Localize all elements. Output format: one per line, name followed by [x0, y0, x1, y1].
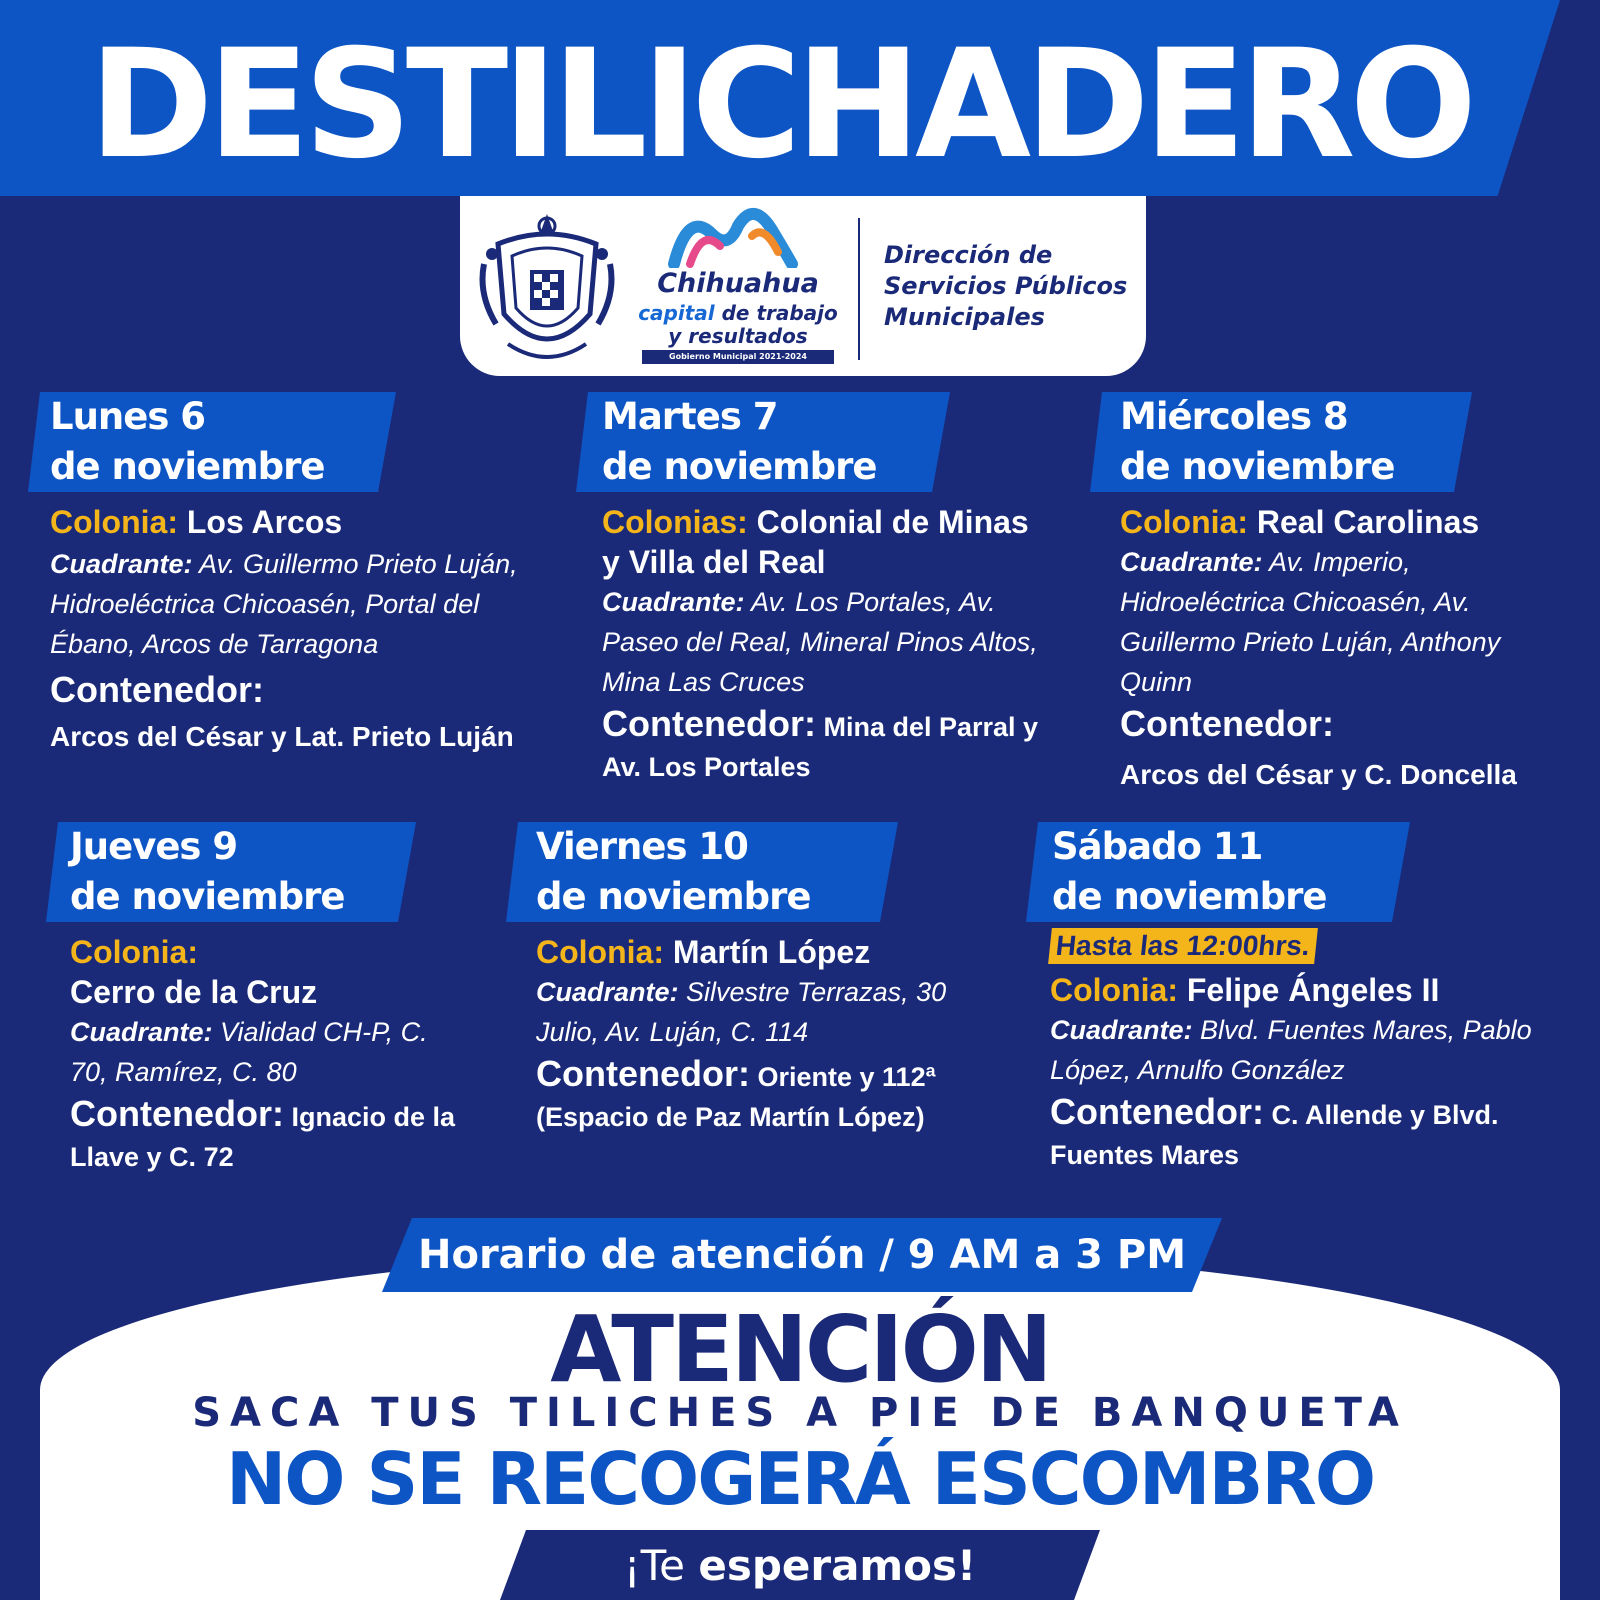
- day-block-miercoles: [1120, 502, 1570, 795]
- colonia-value: Real Carolinas: [1247, 504, 1480, 540]
- logo-divider: [858, 218, 860, 360]
- chihuahua-slogan: [628, 302, 848, 348]
- cuadrante-value: Av. Guillermo Prieto Luján, Hidroeléctrica Chicoasén, Portal del Ébano, Arcos de Tarragona: [50, 549, 518, 659]
- page-title: DESTILICHADERO: [88, 18, 1472, 192]
- cuadrante-value: Av. Imperio, Hidroeléctrica Chicoasén, Av. Guillermo Prieto Luján, Anthony Quinn: [1120, 547, 1501, 697]
- logo-card: [460, 196, 1146, 376]
- cuadrante-value: Silvestre Terrazas, 30 Julio, Av. Luján, C. 114: [536, 977, 947, 1047]
- day-month: de noviembre: [1052, 875, 1327, 918]
- cuadrante-line: [1120, 542, 1570, 702]
- day-block-sabado: [1050, 928, 1550, 1175]
- saca-text: SACA TUS TILICHES A PIE DE BANQUETA: [192, 1390, 1408, 1436]
- day-name: Jueves 9: [70, 825, 238, 868]
- cuadrante-value: Vialidad CH-P, C. 70, Ramírez, C. 80: [70, 1017, 428, 1087]
- cuadrante-label: Cuadrante:: [602, 587, 745, 617]
- contenedor-value: Mina del Parral y Av. Los Portales: [602, 712, 1039, 782]
- day-block-viernes: [536, 932, 996, 1137]
- contenedor-label: Contenedor:: [1120, 703, 1334, 744]
- contenedor-label: Contenedor:: [536, 1053, 750, 1094]
- day-name: Martes 7: [602, 395, 778, 438]
- day-title-sabado: [1052, 822, 1327, 922]
- day-name: Miércoles 8: [1120, 395, 1348, 438]
- colonia-label: Colonia:: [536, 934, 664, 970]
- day-name: Lunes 6: [50, 395, 206, 438]
- day-block-lunes: [50, 502, 560, 757]
- slogan-capital: capital: [638, 301, 715, 325]
- chihuahua-logo: [628, 206, 848, 366]
- colonia-line: [1050, 970, 1550, 1010]
- day-title-martes: [602, 392, 877, 492]
- colonia-value: Felipe Ángeles II: [1177, 972, 1440, 1008]
- day-block-martes: [602, 502, 1052, 787]
- espera-prefix: ¡Te: [623, 1541, 699, 1590]
- contenedor-line: [602, 704, 1052, 787]
- cuadrante-label: Cuadrante:: [1120, 547, 1263, 577]
- colonia-label: Colonia:: [70, 934, 198, 970]
- contenedor-label: Contenedor:: [70, 1093, 284, 1134]
- espera-bold: esperamos!: [698, 1541, 977, 1590]
- cuadrante-line: [50, 544, 560, 664]
- contenedor-line: [536, 1054, 996, 1137]
- contenedor-label: Contenedor:: [602, 703, 816, 744]
- colonia-value: Los Arcos: [177, 504, 343, 540]
- colonia-line: [1120, 502, 1570, 542]
- day-title-lunes: [50, 392, 325, 492]
- day-month: de noviembre: [536, 875, 811, 918]
- day-name: Viernes 10: [536, 825, 748, 868]
- contenedor-label: Contenedor:: [1050, 1091, 1264, 1132]
- colonia-label: Colonias:: [602, 504, 748, 540]
- contenedor-value: Arcos del César y Lat. Prieto Luján: [50, 721, 514, 752]
- day-name: Sábado 11: [1052, 825, 1263, 868]
- day-title-jueves: [70, 822, 345, 922]
- contenedor-line: [1050, 1092, 1550, 1175]
- colonia-line: [602, 502, 1052, 582]
- colonia-value: Martín López: [663, 934, 871, 970]
- colonia-line: [536, 932, 996, 972]
- no-escombro-text: NO SE RECOGERÁ ESCOMBRO: [225, 1437, 1375, 1521]
- colonia-label: Colonia:: [50, 504, 178, 540]
- contenedor-line: [70, 1094, 460, 1177]
- day-month: de noviembre: [50, 445, 325, 488]
- hours-note-badge: Hasta las 12:00hrs.: [1048, 928, 1318, 964]
- day-month: de noviembre: [1120, 445, 1395, 488]
- horario-text: Horario de atención / 9 AM a 3 PM: [417, 1232, 1186, 1278]
- colonia-value: Colonial de Minas y Villa del Real: [602, 504, 1029, 580]
- cuadrante-line: [70, 1012, 460, 1092]
- chihuahua-mountain-logo-icon: [668, 206, 798, 268]
- colonia-value: Cerro de la Cruz: [70, 974, 318, 1010]
- contenedor-line: [50, 670, 560, 713]
- contenedor-value: C. Allende y Blvd. Fuentes Mares: [1050, 1100, 1499, 1170]
- espera-text: [500, 1538, 1100, 1594]
- chihuahua-name: Chihuahua: [657, 268, 819, 299]
- colonia-label: Colonia:: [1120, 504, 1248, 540]
- cuadrante-line: [536, 972, 996, 1052]
- gov-period: Gobierno Municipal 2021-2024: [642, 350, 834, 364]
- cuadrante-label: Cuadrante:: [536, 977, 679, 1007]
- contenedor-value: Ignacio de la Llave y C. 72: [70, 1102, 456, 1172]
- slogan-part1: de trabajo: [714, 301, 838, 325]
- day-month: de noviembre: [602, 445, 877, 488]
- day-block-jueves: [70, 932, 460, 1177]
- department-name: [884, 240, 1134, 333]
- department-line: Servicios Públicos: [884, 272, 1128, 300]
- colonia-line: [50, 502, 560, 542]
- day-title-miercoles: [1120, 392, 1395, 492]
- atencion-heading: ATENCIÓN: [550, 1296, 1050, 1403]
- contenedor-value: Arcos del César y C. Doncella: [1120, 759, 1517, 790]
- contenedor-label: Contenedor:: [50, 669, 264, 710]
- cuadrante-label: Cuadrante:: [70, 1017, 213, 1047]
- slogan-part2: y resultados: [668, 324, 808, 348]
- colonia-label: Colonia:: [1050, 972, 1178, 1008]
- contenedor-line: [1120, 704, 1570, 747]
- colonia-line: [70, 932, 460, 1012]
- cuadrante-label: Cuadrante:: [1050, 1015, 1193, 1045]
- day-month: de noviembre: [70, 875, 345, 918]
- municipal-crest-icon: [478, 204, 616, 370]
- cuadrante-label: Cuadrante:: [50, 549, 193, 579]
- cuadrante-line: [1050, 1010, 1550, 1090]
- department-line: Municipales: [884, 303, 1045, 331]
- day-title-viernes: [536, 822, 811, 922]
- cuadrante-value: Blvd. Fuentes Mares, Pablo López, Arnulfo González: [1050, 1015, 1532, 1085]
- contenedor-value: Oriente y 112ª (Espacio de Paz Martín López): [536, 1062, 936, 1132]
- department-line: Dirección de: [884, 241, 1053, 269]
- cuadrante-line: [602, 582, 1052, 702]
- cuadrante-value: Av. Los Portales, Av. Paseo del Real, Mineral Pinos Altos, Mina Las Cruces: [602, 587, 1038, 697]
